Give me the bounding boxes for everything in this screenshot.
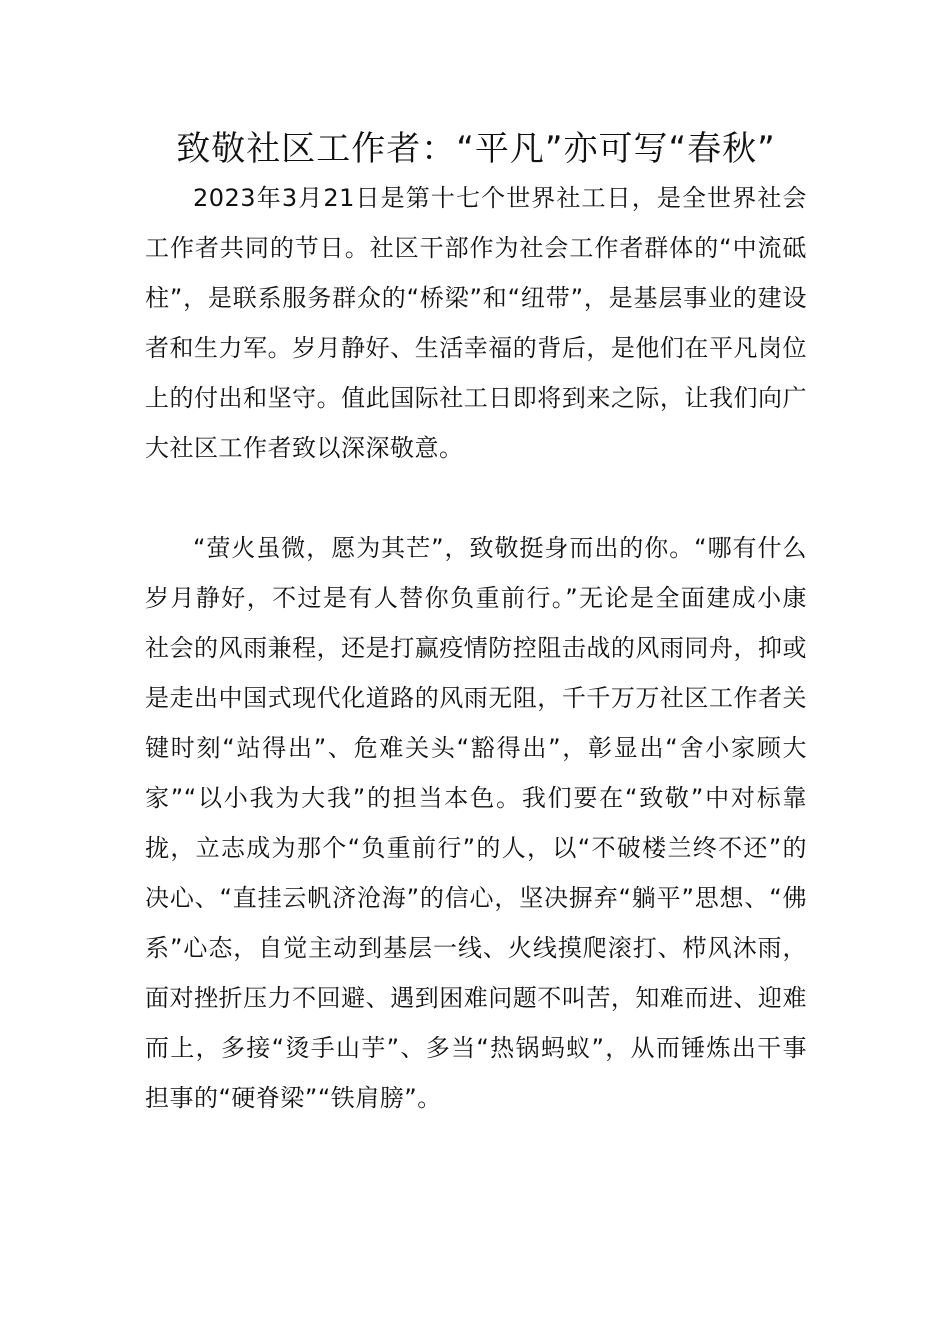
document-title: 致敬社区工作者：“平凡”亦可写“春秋” [176, 129, 776, 169]
paragraph-spacer [145, 473, 807, 523]
paragraph-2: “萤火虽微，愿为其芒”，致敬挺身而出的你。“哪有什么岁月静好，不过是有人替你负重前行。”无论是全面建成小康社会的风雨兼程，还是打赢疫情防控阻击战的风雨同舟，抑或是走出中国式现代化道路的风雨无阻，千千万万社区工作者关键时刻“站得出”、危难关头“豁得出”，彰显出“舍小家顾大家”“以小我为大我”的担当本色。我们要在“致敬”中对标靠拢，立志成为那个“负重前行”的人，以“不破楼兰终不还”的决心、“直挂云帆济沧海”的信心，坚决摒弃“躺平”思想、“佛系”心态，自觉主动到基层一线、火线摸爬滚打、栉风沐雨，面对挫折压力不回避、遇到困难问题不叫苦，知难而进、迎难而上，多接“烫手山芋”、多当“热锅蚂蚁”，从而锤炼出干事担事的“硬脊梁”“铁肩膀”。 [145, 534, 807, 1112]
paragraph-1: 2023年3月21日是第十七个世界社工日，是全世界社会工作者共同的节日。社区干部作为社会工作者群体的“中流砥柱”，是联系服务群众的“桥梁”和“纽带”，是基层事业的建设者和生力军。岁月静好、生活幸福的背后，是他们在平凡岗位上的付出和坚守。值此国际社工日即将到来之际，让我们向广大社区工作者致以深深敬意。 [145, 184, 807, 462]
document-page [145, 125, 807, 1123]
